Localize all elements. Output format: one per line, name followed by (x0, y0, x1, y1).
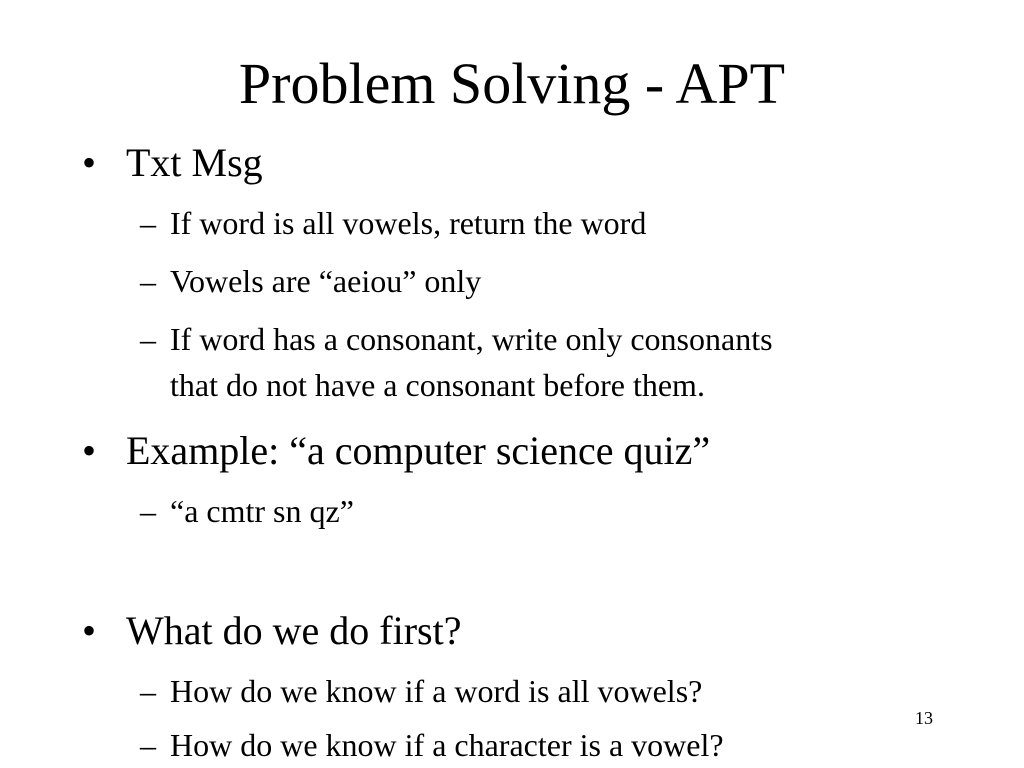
sub-bullet-text: How do we know if a word is all vowels? (170, 673, 703, 709)
sub-bullet-text: If word is all vowels, return the word (170, 205, 647, 241)
bullet-text: Txt Msg (126, 140, 263, 185)
sub-bullet-marker: – (140, 205, 156, 241)
sub-bullet-text: If word has a consonant, write only consonants (170, 321, 773, 357)
page-number: 13 (915, 708, 933, 728)
sub-bullet-text: How do we know if a character is a vowel? (170, 727, 724, 763)
slide-title: Problem Solving - APT (238, 51, 786, 116)
sub-bullet-text: that do not have a consonant before them. (170, 367, 705, 403)
bullet-marker: • (82, 140, 97, 185)
bullet-marker: • (82, 428, 97, 473)
bullet-text: Example: “a computer science quiz” (126, 428, 711, 473)
sub-bullet-marker: – (140, 263, 156, 299)
bullet-marker: • (82, 608, 97, 653)
sub-bullet-marker: – (140, 321, 156, 357)
bullet-text: What do we do first? (126, 608, 462, 653)
sub-bullet-marker: – (140, 727, 156, 763)
sub-bullet-marker: – (140, 673, 156, 709)
sub-bullet-marker: – (140, 493, 156, 529)
sub-bullet-text: “a cmtr sn qz” (170, 493, 354, 529)
sub-bullet-text: Vowels are “aeiou” only (170, 263, 482, 299)
